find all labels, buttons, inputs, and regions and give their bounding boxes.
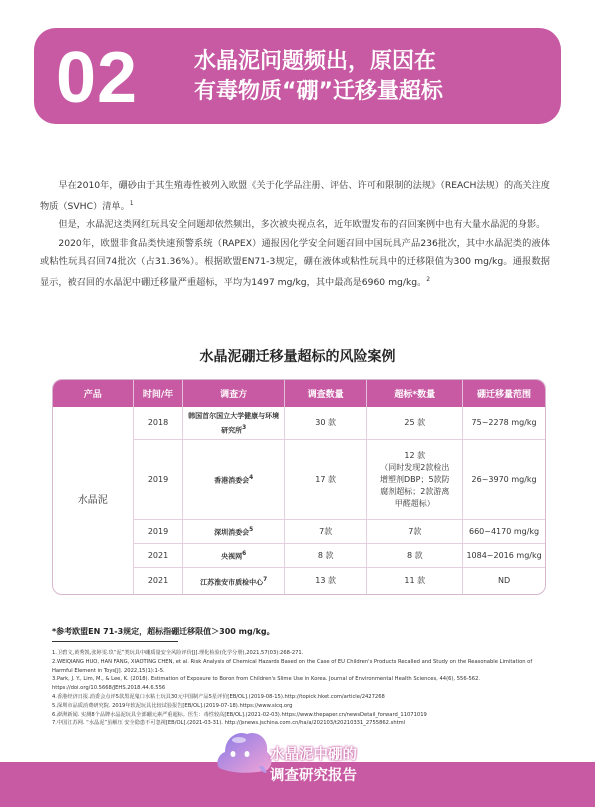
table-footnote: *参考欧盟EN 71-3规定，超标指硼迁移限值＞300 mg/kg。	[52, 627, 275, 636]
header-product: 产品	[53, 380, 134, 407]
exceed-cell: 8 款	[367, 544, 463, 568]
table-header-row	[53, 380, 545, 407]
exceed-cell: 11 款	[367, 568, 463, 594]
paragraph-3: 2020年，欧盟非食品类快速预警系统（RAPEX）通报因化学安全问题召回中国玩具产品236批次，其中水晶泥类的液体或粘性玩具召回74批次（占31.36%）。根据欧盟EN71-3规定，硼在液体或粘性玩具中的迁移限值为300 mg/kg。通报数据显示，被召回的水晶泥中硼迁移量严重超标，平均为1497 mg/kg，其中最高是6960 mg/kg。$^2$	[40, 237, 550, 289]
range-cell: 660~4170 mg/kg	[463, 520, 545, 544]
count-cell: 17 款	[285, 440, 368, 520]
table-title: 水晶泥硼迁移量超标的风险案例	[199, 349, 396, 365]
footer-title-line1: 水晶泥中硼的	[270, 747, 357, 763]
range-cell: 26~3970 mg/kg	[463, 440, 545, 520]
section-title-line1: 水晶泥问题频出，原因在	[194, 49, 437, 74]
investigator-cell: 深圳消委会$^5$	[183, 520, 284, 544]
year-cell: 2019	[134, 520, 184, 544]
reference-item: 2.WEIQIANG HUO, HAN FANG, XIAOTING CHEN, et al. Risk Analysis of Chemical Hazards Based on the Case of EU Children's Products Recalled and Study on the Reasonable Limitation of Harmful Element in Toys[J]. 2022,15(1):1-5.	[52, 658, 533, 674]
section-title-line2: 有毒物质“硼”迁移量超标	[194, 79, 443, 104]
product-cell: 水晶泥	[53, 407, 134, 594]
header-exceed: 超标*数量	[367, 380, 463, 407]
reference-item: 1.卫碧文,黄秀凯,张婷雯.玖“泥”类玩具中硼质量安全风险评价[J].理化检验(化学分册),2021,57(03):268-271.	[52, 650, 304, 656]
count-cell: 13 款	[285, 568, 368, 594]
reference-item: 5.深圳市品质消费研究院. 2019年软泥玩具比较试验报告[EB/OL].(2019-07-18).https://www.sicq.org	[52, 702, 293, 709]
count-cell: 30 款	[285, 407, 368, 440]
paragraph-2: 但是，水晶泥这类网红玩具安全问题却依然频出，多次被央视点名，近年欧盟发布的召回案例中也有大量水晶泥的身影。	[58, 219, 546, 231]
year-cell: 2021	[134, 544, 184, 568]
reference-item: 7.中国江苏网. “水晶泥”虽解压 安全隐患不可忽视[EB/OL].(2021-03-31). http://jsnews.jschina.com.cn/ha/a/202103/t20210331_2755862.shtml	[52, 720, 406, 727]
reference-item: 4.香港经济日报.消委会点评5款黑泥鬼口水粘土玩具30元中国制产品5星评价[EB/OL].(2019-08-15).http://topick.hket.com/article/2427268	[52, 693, 385, 700]
investigator-cell: 韩国首尔国立大学健康与环境研究所$^3$	[183, 407, 284, 440]
year-cell: 2018	[134, 407, 184, 440]
paragraph-1: 早在2010年，硼砂由于其生殖毒性被列入欧盟《关于化学品注册、评估、许可和限制的法规》（REACH法规）的高关注度物质（SVHC）清单。$^1$	[40, 180, 550, 213]
year-cell: 2019	[134, 440, 184, 520]
investigator-cell: 香港消委会$^4$	[183, 440, 284, 520]
count-cell: 7款	[285, 520, 368, 544]
header-range: 硼迁移量范围	[463, 380, 545, 407]
exceed-cell: 7款	[367, 520, 463, 544]
header-banner	[34, 28, 561, 124]
risk-case-table	[52, 379, 546, 595]
header-investigator: 调查方	[183, 380, 284, 407]
slime-logo-icon	[213, 724, 277, 774]
range-cell: 1084~2016 mg/kg	[463, 544, 545, 568]
range-cell: ND	[497, 576, 511, 585]
section-number: 02	[56, 38, 139, 118]
reference-item: 3.Park, J. Y., Lim, M., & Lee, K. (2018). Estimation of Exposure to Boron from Children's Slime Use in Korea. Journal of Environmental Health Sciences, 44(6), 556-562. https://doi.org/10.5668/JEHS.2018.44.6.556	[52, 676, 481, 692]
range-cell: 75~2278 mg/kg	[463, 407, 545, 440]
references	[52, 649, 552, 728]
header-count: 调查数量	[285, 380, 368, 407]
table-row	[53, 407, 545, 440]
year-cell: 2021	[134, 568, 184, 594]
count-cell: 8 款	[285, 544, 368, 568]
exceed-cell: 12 款 （同时发现2款检出增塑剂DBP；5款防腐剂超标；2款游离甲醛超标）	[367, 440, 463, 520]
footnote-divider	[52, 641, 178, 642]
investigator-cell: 江苏淮安市质检中心$^7$	[183, 568, 284, 594]
investigator-cell: 央视网$^6$	[183, 544, 284, 568]
header-year: 时间/年	[134, 380, 184, 407]
reference-item: 6.澎湃新闻. 实测8个品牌水晶泥玩具全部硼元素严重超标。医生：毒性较高[EB/OL].(2021-02-03).https://www.thepaper.cn/newsDetail_forward_11071019	[52, 711, 427, 718]
footer-title-line2: 调查研究报告	[270, 768, 357, 784]
body-text	[40, 177, 550, 292]
exceed-cell: 25 款	[367, 407, 463, 440]
